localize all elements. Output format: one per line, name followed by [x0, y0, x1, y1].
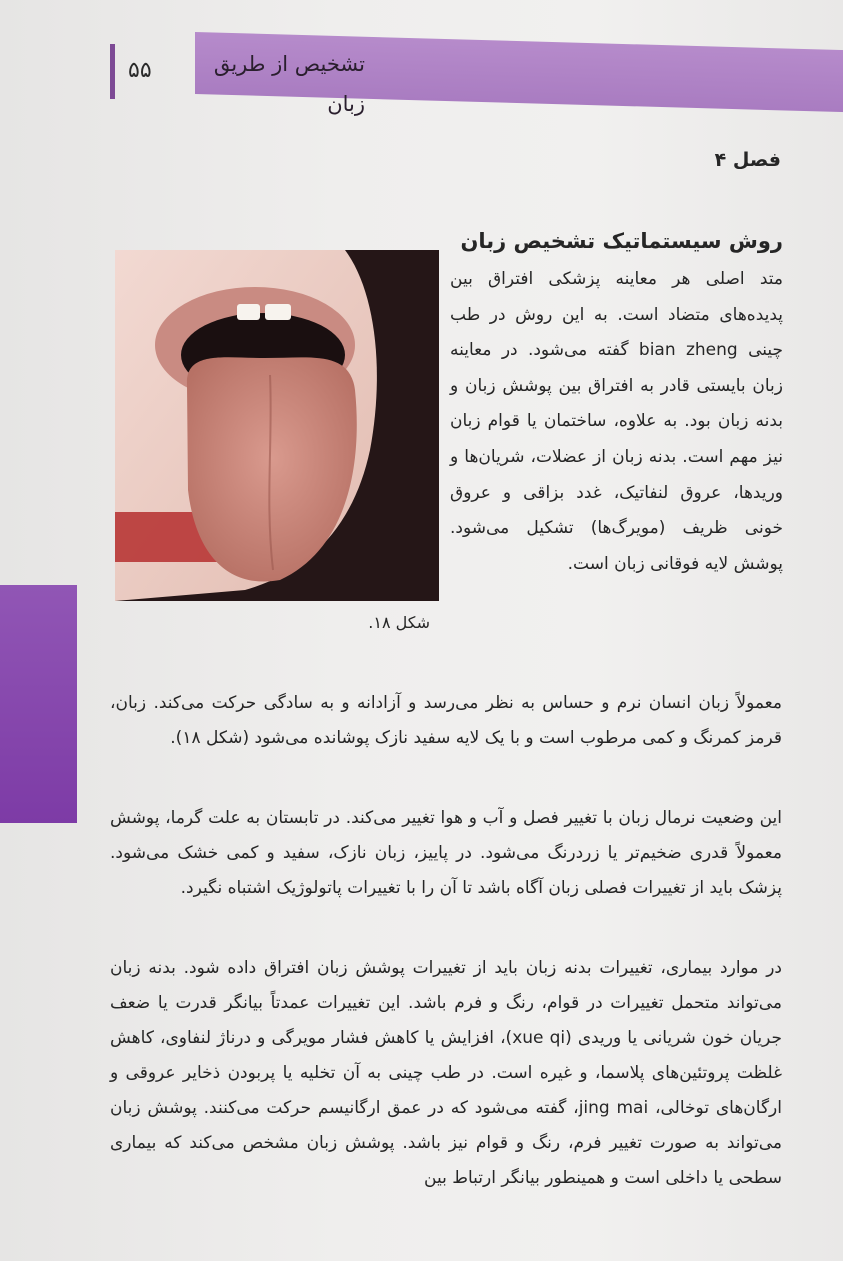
- body-paragraph-2: این وضعیت نرمال زبان با تغییر فصل و آب و هوا تغییر می‌کند. در تابستان به علت گرما، پوشش معمولاً قدری ضخیم‌تر یا زردرنگ می‌شود. در پاییز، زبان نازک، سفید و کمی خشک می‌شود. پزشک باید از تغییرات فصلی زبان آگاه باشد تا آن را با تغییرات پاتولوژیک اشتباه نگیرد.: [110, 808, 782, 898]
- body-paragraph-3: در موارد بیماری، تغییرات بدنه زبان باید از تغییرات پوشش زبان افتراق داده شود. بدنه زبان می‌تواند متحمل تغییرات در قوام، رنگ و فرم باشد. این تغییرات عمدتاً بیانگر قدرت یا ضعف جریان خون شریانی یا وریدی (xue qi)، افزایش یا کاهش فشار مویرگی و درناژ لنفاوی، کاهش غلظت پروتئین‌های پلاسما، و غیره است. در طب چینی به آن تخلیه یا پربودن ذخایر عروقی و ارگان‌های توخالی، jing mai، گفته می‌شود که در عمق ارگانیسم حرکت می‌کنند. پوشش زبان می‌تواند به صورت تغییر فرم، رنگ و قوام نیز باشد. پوشش زبان مشخص می‌کند که بیماری سطحی یا داخلی است و همینطور بیانگر ارتباط بین: [110, 958, 782, 1188]
- body-paragraph-1: معمولاً زبان انسان نرم و حساس به نظر می‌رسد و آزادانه و به سادگی حرکت می‌کند. زبان، قرمز کمرنگ و کمی مرطوب است و با یک لایه سفید نازک پوشانده می‌شود (شکل ۱۸).: [110, 693, 782, 748]
- chapter-side-tab: [0, 585, 77, 823]
- section-intro-text: متد اصلی هر معاینه پزشکی افتراق بین پدیده‌های متضاد است. به این روش در طب چینی bian zheng گفته می‌شود. در معاینه زبان بایستی قادر به افتراق بین پوشش زبان و بدنه زبان بود. به علاوه، ساختمان یا قوام زبان نیز مهم است. بدنه زبان از عضلات، شریان‌ها و وریدها، عروق لنفاتیک، غدد بزاقی و عروق خونی ظریف (مویرگ‌ها) تشکیل می‌شود. پوشش لایه فوقانی زبان است.: [450, 269, 784, 574]
- header-divider: [110, 44, 115, 99]
- chapter-label: فصل ۴: [714, 149, 781, 171]
- running-header-title: تشخیص از طریق زبان: [213, 52, 365, 116]
- tongue-figure: [115, 250, 439, 601]
- section-heading: روش سیستماتیک تشخیص زبان: [460, 229, 783, 253]
- tongue-photo-icon: [115, 250, 439, 601]
- figure-caption: شکل ۱۸.: [368, 613, 430, 632]
- page-number: ۵۵: [128, 58, 152, 83]
